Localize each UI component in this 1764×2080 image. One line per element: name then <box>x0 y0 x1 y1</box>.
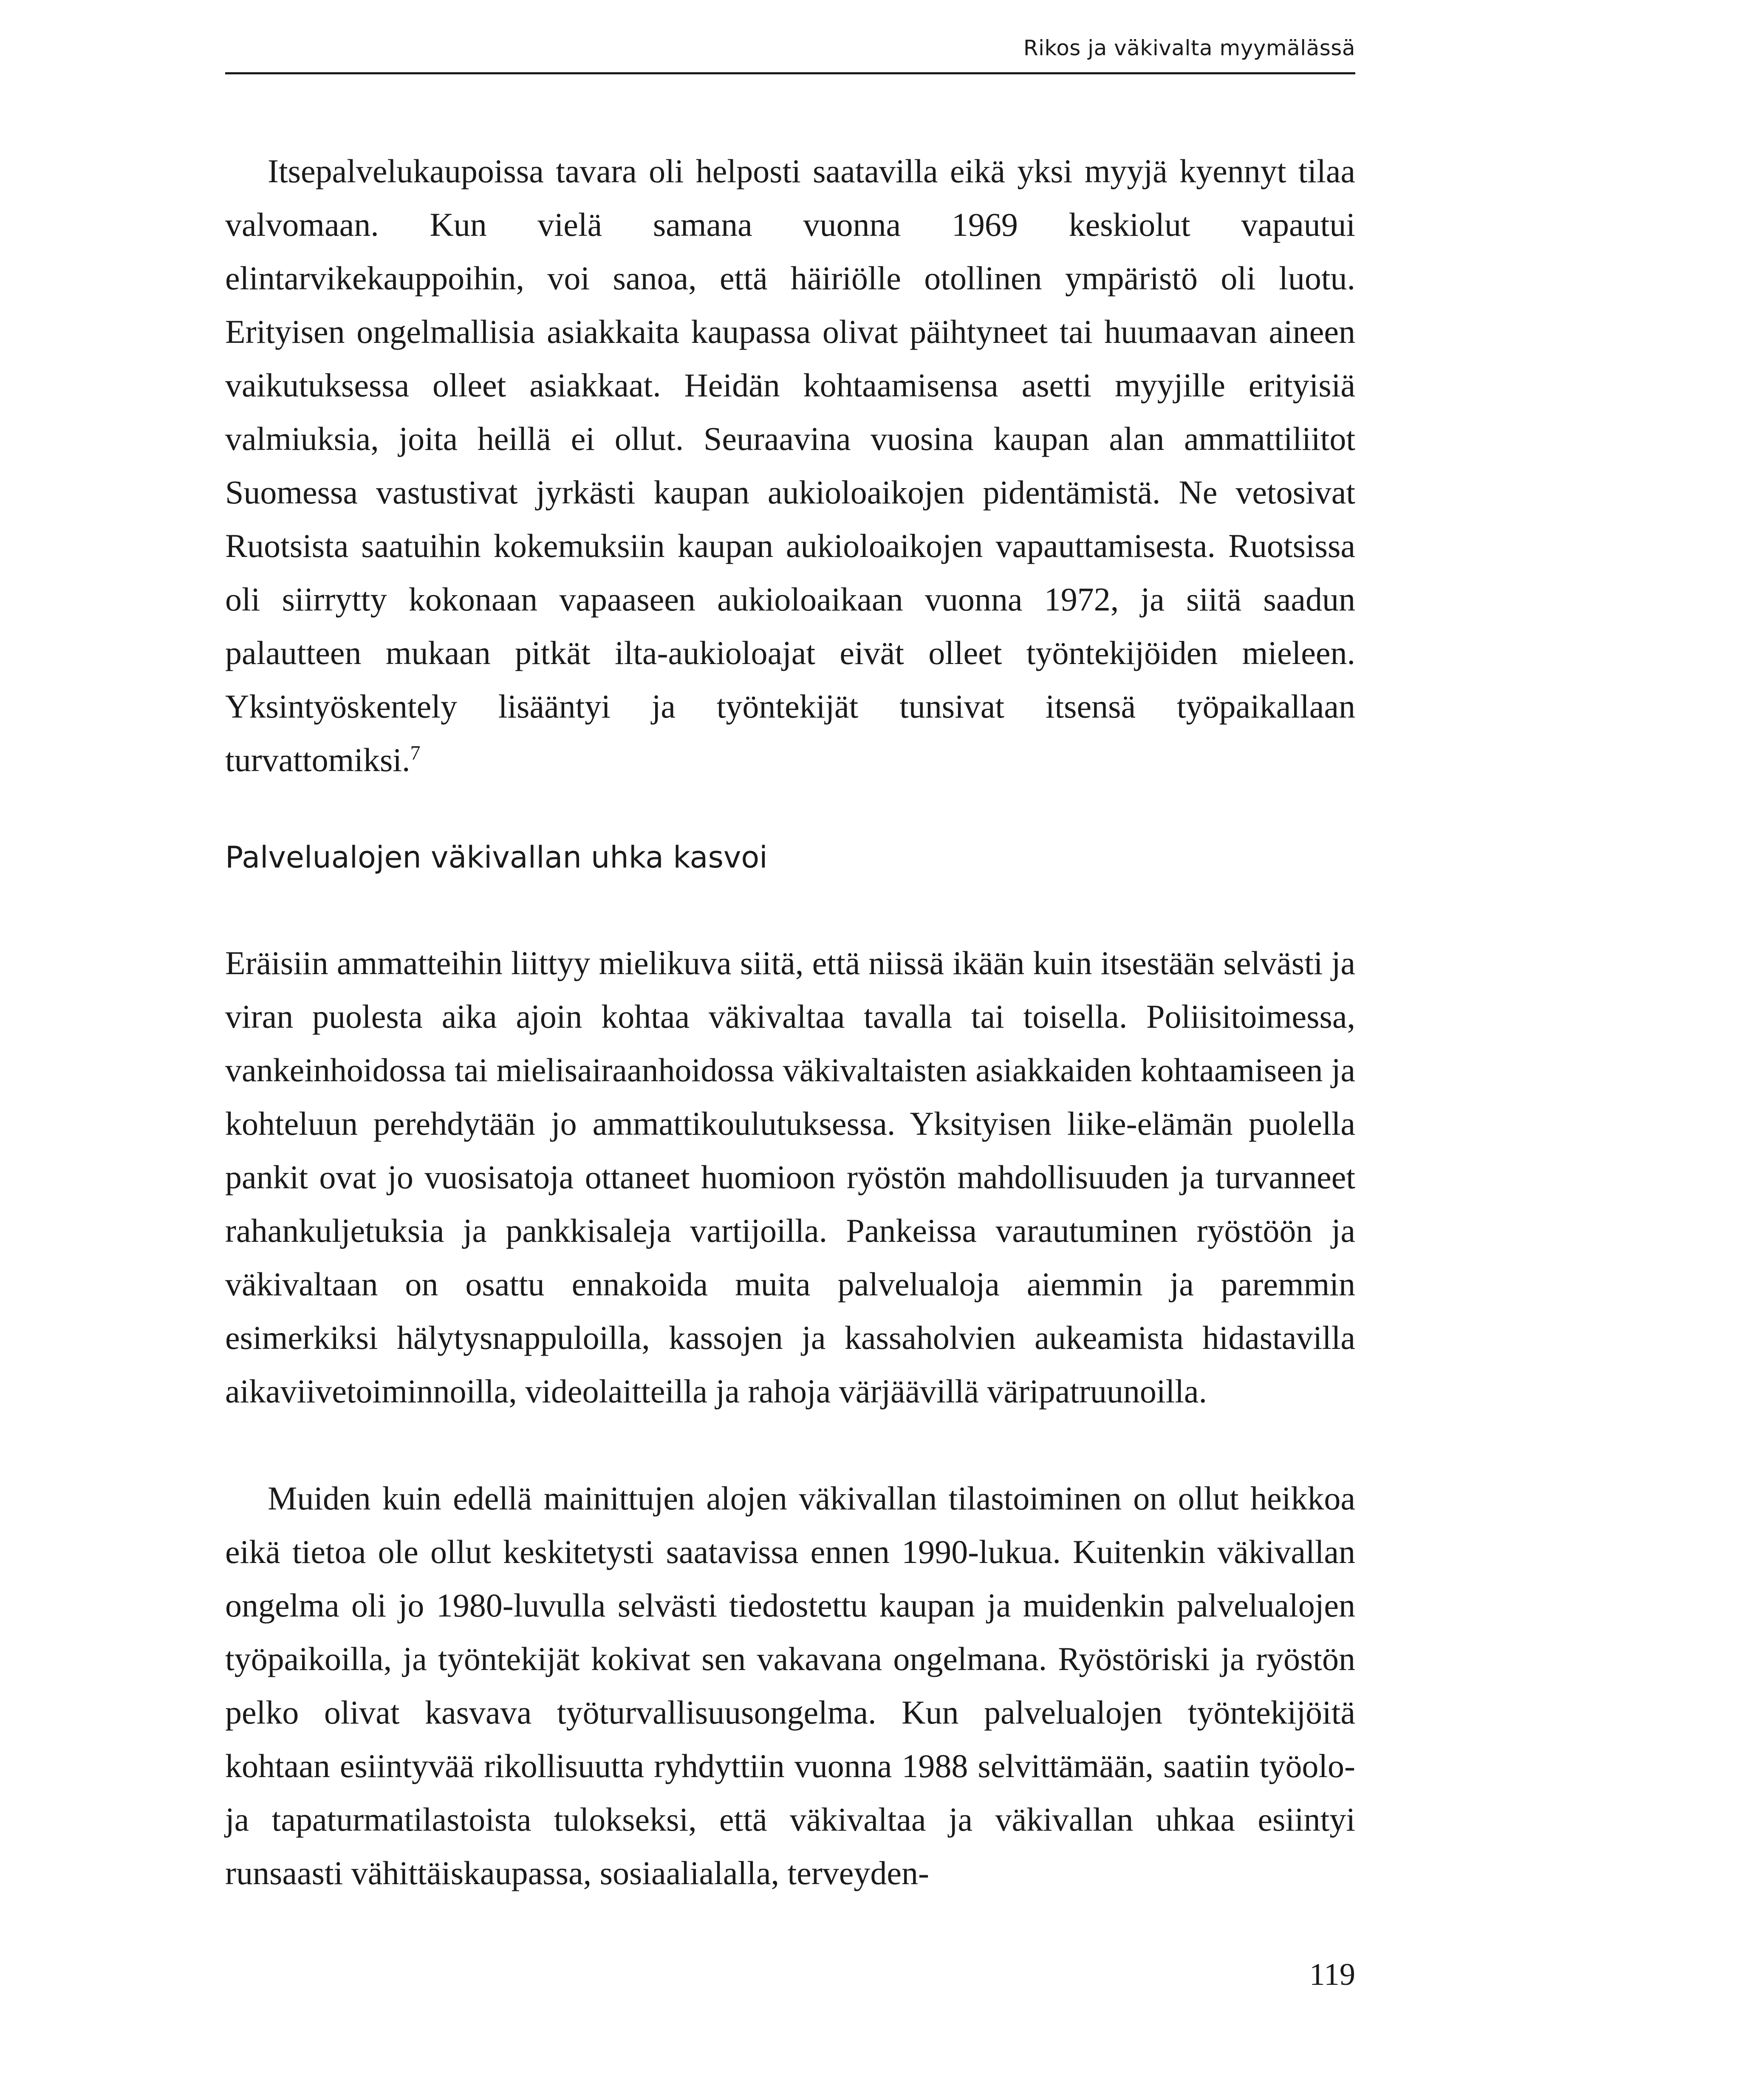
paragraph-1 <box>225 144 1355 787</box>
paragraph-3 <box>225 1472 1355 1900</box>
paragraph-3-text: Muiden kuin edellä mainittujen alojen väkivallan tilastoiminen on ollut heikkoa eikä tietoa ole ollut keskitetysti saatavissa ennen 1990-lukua. Kuitenkin väkivallan ongelma oli jo 1980-luvulla selvästi tiedostettu kaupan ja muidenkin palvelualojen työpaikoilla, ja työntekijät kokivat sen vakavana ongelmana. Ryöstöriski ja ryöstön pelko olivat kasvava työturvallisuusongelma. Kun palvelualojen työntekijöitä kohtaan esiintyvää rikollisuutta ryhdyttiin vuonna 1988 selvittämään, saatiin työolo- ja tapaturmatilastoista tulokseksi, että väkivaltaa ja väkivallan uhkaa esiintyi runsaasti vähittäiskaupassa, sosiaalialalla, terveyden- <box>225 1480 1355 1891</box>
running-header <box>225 17 1355 74</box>
paragraph-2 <box>225 936 1355 1418</box>
page-number: 119 <box>1309 1957 1355 1992</box>
paragraph-2-text: Eräisiin ammatteihin liittyy mielikuva siitä, että niissä ikään kuin itsestään selvästi ja viran puolesta aika ajoin kohtaa väkivaltaa tavalla tai toisella. Poliisitoimessa, vankeinhoidossa tai mielisairaanhoidossa väkivaltaisten asiakkaiden kohtaamiseen ja kohteluun perehdytään jo ammattikoulutuksessa. Yksityisen liike-elämän puolella pankit ovat jo vuosisatoja ottaneet huomioon ryöstön mahdollisuuden ja turvanneet rahankuljetuksia ja pankkisaleja vartijoilla. Pankeissa varautuminen ryöstöön ja väkivaltaan on osattu ennakoida muita palvelualoja aiemmin ja paremmin esimerkiksi hälytysnappuloilla, kassojen ja kassaholvien aukeamista hidastavilla aikaviivetoiminnoilla, videolaitteilla ja rahoja värjäävillä väripatruunoilla. <box>225 944 1355 1410</box>
section-heading: Palvelualojen väkivallan uhka kasvoi <box>225 840 768 875</box>
paragraph-1-text: Itsepalvelukaupoissa tavara oli helposti saatavilla eikä yksi myyjä kyennyt tilaa valvomaan. Kun vielä samana vuonna 1969 keskiolut vapautui elintarvikekauppoihin, voi sanoa, että häiriölle otollinen ympäristö oli luotu. Erityisen ongelmallisia asiakkaita kaupassa olivat päihtyneet tai huumaavan aineen vaikutuksessa olleet asiakkaat. Heidän kohtaamisensa asetti myyjille erityisiä valmiuksia, joita heillä ei ollut. Seuraavina vuosina kaupan alan ammattiliitot Suomessa vastustivat jyrkästi kaupan aukioloaikojen pidentämistä. Ne vetosivat Ruotsista saatuihin kokemuksiin kaupan aukioloaikojen vapauttamisesta. Ruotsissa oli siirrytty kokonaan vapaaseen aukioloaikaan vuonna 1972, ja siitä saadun palautteen mukaan pitkät ilta-aukioloajat eivät olleet työntekijöiden mieleen. Yksintyöskentely lisääntyi ja työntekijät tunsivat itsensä työpaikallaan turvattomiksi. <box>225 153 1355 778</box>
running-title: Rikos ja väkivalta myymälässä <box>1023 36 1355 60</box>
footnote-ref[interactable]: 7 <box>410 742 421 764</box>
